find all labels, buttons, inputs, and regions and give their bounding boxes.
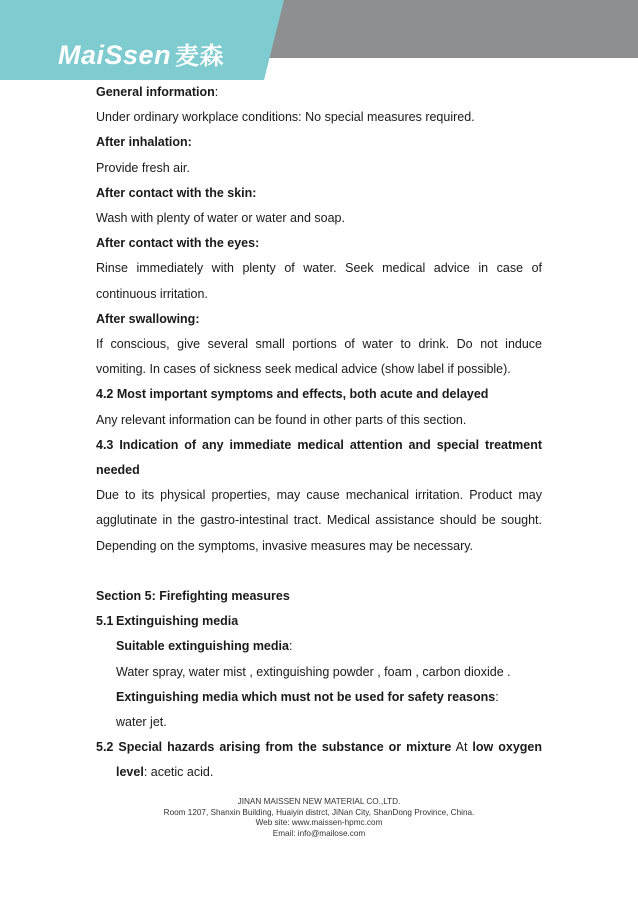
eyes-text: Rinse immediately with plenty of water. Seek medical advice in case of continuous irritation. bbox=[96, 261, 542, 301]
document-body bbox=[96, 80, 542, 786]
logo-text: MaiSsen bbox=[58, 40, 172, 70]
unsuitable-media-text: water jet. bbox=[116, 715, 167, 730]
section-5-2-bold: low oxygen level bbox=[116, 740, 543, 780]
swallowing-heading: After swallowing: bbox=[96, 311, 200, 326]
section-5-2-heading: 5.2 Special hazards arising from the substance or mixture bbox=[96, 740, 452, 755]
unsuitable-media-heading: Extinguishing media which must not be used for safety reasons bbox=[116, 689, 496, 704]
suitable-media-line: Suitable extinguishing media: bbox=[116, 639, 293, 654]
general-info-heading: General information bbox=[96, 85, 215, 99]
section-5-2-text-c: : acetic acid. bbox=[143, 765, 214, 780]
section-spacer bbox=[96, 559, 542, 584]
eyes-heading: After contact with the eyes: bbox=[96, 236, 260, 251]
section-5-2-paragraph bbox=[96, 735, 542, 785]
logo-chinese-text: 麦森 bbox=[175, 42, 225, 70]
inhalation-heading: After inhalation: bbox=[96, 135, 192, 150]
skin-heading: After contact with the skin: bbox=[96, 185, 257, 200]
footer-company: JINAN MAISSEN NEW MATERIAL CO.,LTD. bbox=[237, 797, 401, 806]
section-5-heading: Section 5: Firefighting measures bbox=[96, 589, 290, 604]
swallowing-text: If conscious, give several small portions of water to drink. Do not induce vomiting. In cases of sickness seek medical advice (show label if possible). bbox=[96, 337, 542, 377]
suitable-media-heading: Suitable extinguishing media bbox=[116, 639, 289, 654]
section-4-2-heading: 4.2 Most important symptoms and effects, both acute and delayed bbox=[96, 387, 489, 402]
inhalation-text: Provide fresh air. bbox=[96, 160, 190, 175]
footer-email: Email: info@mailose.com bbox=[272, 828, 366, 838]
section-5-1-heading: Extinguishing media bbox=[116, 614, 239, 629]
general-info-line: General information: bbox=[96, 85, 219, 99]
skin-text: Wash with plenty of water or water and soap. bbox=[96, 211, 345, 226]
section-4-3-heading: 4.3 Indication of any immediate medical attention and special treatment needed bbox=[96, 437, 542, 478]
footer-address: Room 1207, Shanxin Building, Huaiyin distrct, JiNan City, ShanDong Province, China. bbox=[163, 807, 475, 817]
page-footer bbox=[0, 797, 638, 839]
section-5-1-number: 5.1 bbox=[96, 614, 114, 629]
section-5-2-text-a: At bbox=[455, 740, 468, 755]
section-4-2-text: Any relevant information can be found in other parts of this section. bbox=[96, 412, 467, 427]
general-info-text: Under ordinary workplace conditions: No special measures required. bbox=[96, 110, 475, 125]
section-5-1-line bbox=[96, 609, 542, 634]
company-logo bbox=[58, 36, 224, 71]
unsuitable-media-line: Extinguishing media which must not be used for safety reasons: bbox=[116, 689, 499, 704]
section-4-3-text: Due to its physical properties, may cause mechanical irritation. Product may agglutinate in the gastro-intestinal tract. Medical assistance should be sought. Depending on the symptoms, invasive measures may be necessary. bbox=[96, 488, 542, 553]
footer-website: Web site: www.maissen-hpmc.com bbox=[255, 818, 383, 828]
suitable-media-text: Water spray, water mist , extinguishing powder , foam , carbon dioxide . bbox=[116, 664, 511, 679]
